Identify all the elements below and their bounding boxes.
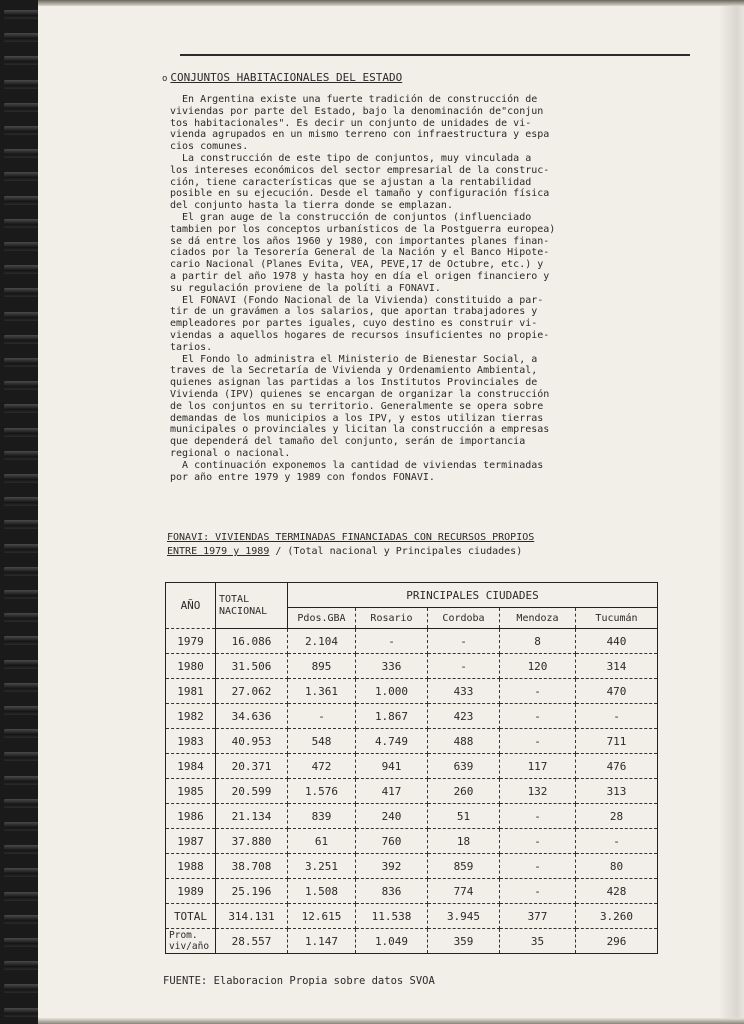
text-line: viendas a aquellos hogares de recursos insuficientes no propie- [170, 329, 550, 341]
paragraph [170, 354, 700, 460]
table-row [166, 729, 658, 754]
cell-city-value: - [500, 804, 576, 829]
cell-city-value: 417 [356, 779, 428, 804]
cell-city-value: 428 [576, 879, 658, 904]
heading-text: CONJUNTOS HABITACIONALES DEL ESTADO [170, 71, 403, 84]
cell-city-value: 12.615 [288, 904, 356, 929]
cell-city-value: 132 [500, 779, 576, 804]
cell-year: 1982 [166, 704, 216, 729]
cell-city-value: 639 [428, 754, 500, 779]
text-line: su regulación proviene de la políti a FONAVI. [170, 282, 441, 294]
text-line: tarios. [170, 341, 213, 353]
text-line: Vivienda (IPV) quienes se encargan de organizar la construcción [170, 388, 550, 400]
text-line: A continuación exponemos la cantidad de viviendas terminadas [170, 459, 544, 471]
text-line: a partir del año 1978 y hasta hoy en día el origen financiero y [170, 270, 550, 282]
cell-city-value: 4.749 [356, 729, 428, 754]
cell-city-value: 760 [356, 829, 428, 854]
cell-city-value: 117 [500, 754, 576, 779]
header-city: Cordoba [428, 608, 500, 629]
cell-city-value: 120 [500, 654, 576, 679]
cell-year: 1979 [166, 629, 216, 654]
cell-year: 1985 [166, 779, 216, 804]
cell-city-value: 1.867 [356, 704, 428, 729]
text-line: posible en su ejecución. Desde el tamaño y configuración física [170, 188, 550, 200]
paragraph [170, 460, 700, 484]
table-row [166, 754, 658, 779]
cell-city-value: - [500, 679, 576, 704]
table-row [166, 704, 658, 729]
bottom-shadow [38, 1018, 744, 1024]
text-line: ción, tiene características que se ajustan a la rentabilidad [170, 176, 532, 188]
cell-year: Prom. viv/año [166, 929, 216, 954]
cell-city-value: 28 [576, 804, 658, 829]
text-line: tir de un gravámen a los salarios, que aportan trabajadores y [170, 306, 538, 318]
text-line: cios comunes. [170, 141, 249, 153]
header-city: Pdos.GBA [288, 608, 356, 629]
paragraph [170, 295, 700, 354]
text-line: viviendas por parte del Estado, bajo la denominación de"conjun [170, 105, 544, 117]
cell-city-value: 336 [356, 654, 428, 679]
table-row [166, 904, 658, 929]
cell-city-value: - [428, 629, 500, 654]
table-row [166, 654, 658, 679]
cell-city-value: 440 [576, 629, 658, 654]
cell-city-value: 377 [500, 904, 576, 929]
cell-city-value: - [288, 704, 356, 729]
bullet-icon: o [162, 74, 168, 84]
cell-year: 1984 [166, 754, 216, 779]
text-line: los intereses económicos del sector empresarial de la construc- [170, 164, 550, 176]
cell-city-value: 18 [428, 829, 500, 854]
text-line: de los conjuntos en su territorio. Generalmente se opera sobre [170, 400, 544, 412]
cell-city-value: 51 [428, 804, 500, 829]
text-line: regional o nacional. [170, 447, 291, 459]
cell-city-value: 472 [288, 754, 356, 779]
cell-city-value: 3.251 [288, 854, 356, 879]
cell-city-value: 1.049 [356, 929, 428, 954]
cell-total: 37.880 [216, 829, 288, 854]
cell-year: 1987 [166, 829, 216, 854]
text-line: quienes asignan las partidas a los Institutos Provinciales de [170, 377, 538, 389]
cell-city-value: 35 [500, 929, 576, 954]
cell-total: 21.134 [216, 804, 288, 829]
table-row [166, 679, 658, 704]
table-title-subtitle: / (Total nacional y Principales ciudades) [269, 546, 523, 557]
cell-total: 314.131 [216, 904, 288, 929]
fonavi-table [165, 582, 658, 954]
source-note: FUENTE: Elaboracion Propia sobre datos SVOA [163, 975, 435, 987]
header-city: Tucumán [576, 608, 658, 629]
cell-city-value: 470 [576, 679, 658, 704]
cell-city-value: - [428, 654, 500, 679]
table-row [166, 929, 658, 954]
cell-city-value: 488 [428, 729, 500, 754]
top-shadow [38, 0, 744, 6]
cell-city-value: 2.104 [288, 629, 356, 654]
cell-city-value: 313 [576, 779, 658, 804]
text-line: se dá entre los años 1960 y 1980, con importantes planes finan- [170, 235, 550, 247]
table-row [166, 629, 658, 654]
cell-city-value: 3.260 [576, 904, 658, 929]
cell-city-value: 1.147 [288, 929, 356, 954]
text-line: La construcción de este tipo de conjuntos, muy vinculada a [170, 152, 532, 164]
paragraph [170, 153, 700, 212]
cell-city-value: 1.576 [288, 779, 356, 804]
table-row [166, 829, 658, 854]
text-line: traves de la Secretaría de Vivienda y Ordenamiento Ambiental, [170, 365, 538, 377]
cell-year: 1981 [166, 679, 216, 704]
cell-city-value: - [576, 704, 658, 729]
paragraph [170, 212, 700, 295]
cell-year: 1980 [166, 654, 216, 679]
text-line: El Fondo lo administra el Ministerio de Bienestar Social, a [170, 353, 538, 365]
cell-total: 20.371 [216, 754, 288, 779]
header-year: AÑO [166, 583, 216, 629]
table-title-line1: FONAVI: VIVIENDAS TERMINADAS FINANCIADAS CON RECURSOS PROPIOS [167, 532, 535, 543]
text-line: del conjunto hasta la tierra donde se emplazan. [170, 200, 453, 212]
cell-total: 25.196 [216, 879, 288, 904]
text-line: empleadores por partes iguales, cuyo destino es construir vi- [170, 318, 538, 330]
table-row [166, 854, 658, 879]
cell-city-value: 240 [356, 804, 428, 829]
cell-total: 38.708 [216, 854, 288, 879]
cell-city-value: 711 [576, 729, 658, 754]
cell-city-value: 476 [576, 754, 658, 779]
cell-city-value: - [356, 629, 428, 654]
text-line: vienda agrupados en un mismo terreno con infraestructura y espa [170, 129, 550, 141]
text-line: por año entre 1979 y 1989 con fondos FONAVI. [170, 471, 435, 483]
paragraph [170, 94, 700, 153]
cell-city-value: 1.361 [288, 679, 356, 704]
cell-city-value: 859 [428, 854, 500, 879]
page-stack-edge [720, 0, 744, 1024]
header-cities-group: PRINCIPALES CIUDADES [288, 583, 658, 608]
cell-city-value: 359 [428, 929, 500, 954]
cell-city-value: 1.000 [356, 679, 428, 704]
cell-total: 27.062 [216, 679, 288, 704]
cell-city-value: 260 [428, 779, 500, 804]
table-title [167, 531, 687, 559]
cell-city-value: 296 [576, 929, 658, 954]
cell-year: 1989 [166, 879, 216, 904]
text-line: ciados por la Tesorería General de la Nación y el Banco Hipote- [170, 247, 550, 259]
cell-year: 1986 [166, 804, 216, 829]
cell-year: TOTAL [166, 904, 216, 929]
cell-city-value: - [500, 729, 576, 754]
cell-city-value: 423 [428, 704, 500, 729]
spiral-binding [0, 0, 38, 1024]
cell-total: 31.506 [216, 654, 288, 679]
cell-city-value: - [576, 829, 658, 854]
text-line: cario Nacional (Planes Evita, VEA, PEVE,17 de Octubre, etc.) y [170, 259, 544, 271]
header-city: Rosario [356, 608, 428, 629]
cell-city-value: - [500, 879, 576, 904]
cell-city-value: 895 [288, 654, 356, 679]
table-row [166, 779, 658, 804]
cell-city-value: 548 [288, 729, 356, 754]
cell-city-value: 80 [576, 854, 658, 879]
body-text [170, 94, 700, 483]
text-line: tos habitacionales". Es decir un conjunto de unidades de vi- [170, 117, 532, 129]
table-title-period: ENTRE 1979 y 1989 [167, 546, 270, 557]
cell-city-value: - [500, 854, 576, 879]
cell-city-value: 11.538 [356, 904, 428, 929]
cell-total: 34.636 [216, 704, 288, 729]
cell-city-value: 836 [356, 879, 428, 904]
header-rule [180, 54, 690, 56]
cell-year: 1983 [166, 729, 216, 754]
cell-city-value: 839 [288, 804, 356, 829]
cell-city-value: 433 [428, 679, 500, 704]
text-line: tambien por los conceptos urbanísticos de la Postguerra europea) [170, 223, 556, 235]
table-row [166, 804, 658, 829]
text-line: demandas de los municipios a los IPV, y estos utilizan tierras [170, 412, 544, 424]
text-line: El gran auge de la construcción de conjuntos (influenciado [170, 211, 532, 223]
cell-city-value: 314 [576, 654, 658, 679]
cell-year: 1988 [166, 854, 216, 879]
cell-city-value: - [500, 704, 576, 729]
cell-city-value: 774 [428, 879, 500, 904]
cell-city-value: 941 [356, 754, 428, 779]
text-line: El FONAVI (Fondo Nacional de la Vivienda) constituido a par- [170, 294, 544, 306]
table-row [166, 879, 658, 904]
cell-city-value: - [500, 829, 576, 854]
header-total: TOTAL NACIONAL [216, 583, 288, 629]
text-line: que dependerá del tamaño del conjunto, serán de importancia [170, 436, 526, 448]
cell-city-value: 392 [356, 854, 428, 879]
cell-total: 40.953 [216, 729, 288, 754]
cell-total: 20.599 [216, 779, 288, 804]
cell-total: 16.086 [216, 629, 288, 654]
section-heading [162, 71, 402, 85]
cell-city-value: 1.508 [288, 879, 356, 904]
cell-city-value: 61 [288, 829, 356, 854]
cell-total: 28.557 [216, 929, 288, 954]
text-line: En Argentina existe una fuerte tradición de construcción de [170, 94, 538, 105]
cell-city-value: 3.945 [428, 904, 500, 929]
header-city: Mendoza [500, 608, 576, 629]
text-line: municipales o provinciales y licitan la construcción a empresas [170, 424, 550, 436]
cell-city-value: 8 [500, 629, 576, 654]
